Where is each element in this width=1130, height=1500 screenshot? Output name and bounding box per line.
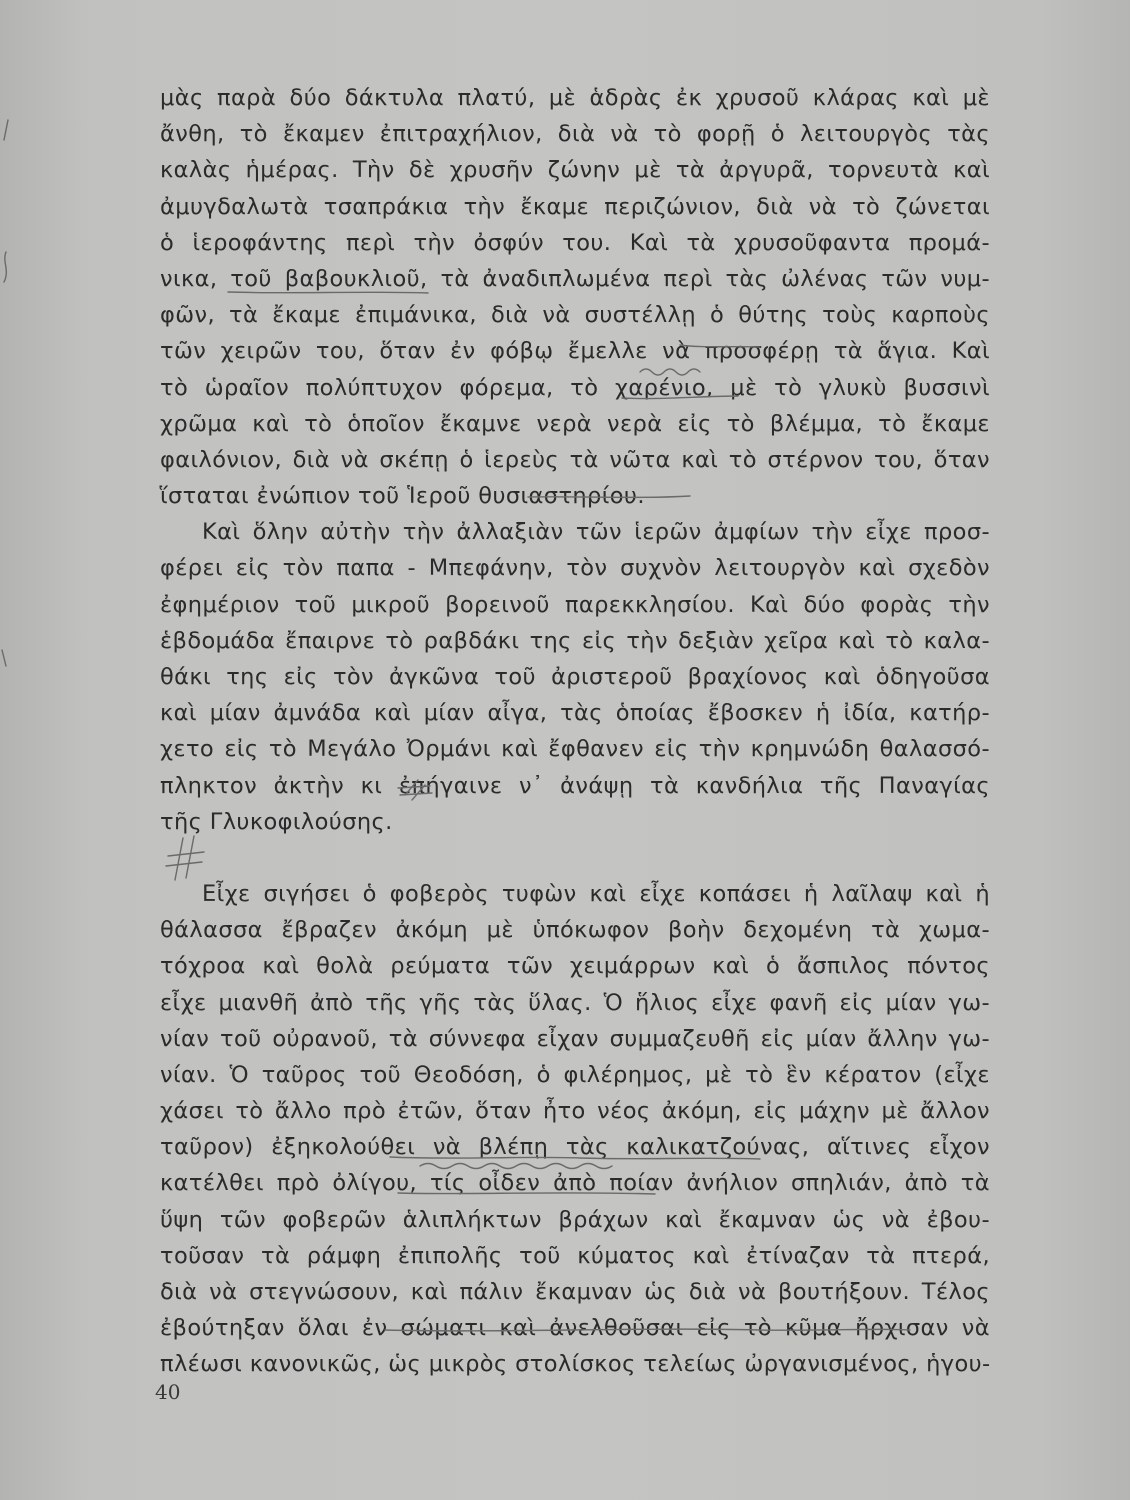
text-line: νίαν. Ὁ ταῦρος τοῦ Θεοδόση, ὁ φιλέρημος, μὲ τὸ ἓν κέρατον (εἶχε [160,1061,990,1088]
text-line: φαιλόνιον, διὰ νὰ σκέπῃ ὁ ἱερεὺς τὰ νῶτα καὶ τὸ στέρνον του, ὅταν [160,446,990,473]
text-line: ἐβούτηξαν ὅλαι ἐν σώματι καὶ ἀνελθοῦσαι εἰς τὸ κῦμα ἤρχισαν νὰ [160,1315,990,1342]
text-line: πληκτον ἀκτὴν κι ἐπήγαινε ν᾽ ἀνάψῃ τὰ κανδήλια τῆς Παναγίας [160,772,990,799]
text-line: καὶ μίαν ἀμνάδα καὶ μίαν αἶγα, τὰς ὁποίας ἔβοσκεν ἡ ἰδία, κατήρ- [160,700,990,727]
text-line: φῶν, τὰ ἔκαμε ἐπιμάνικα, διὰ νὰ συστέλλῃ ὁ θύτης τοὺς καρποὺς [160,302,990,329]
text-line: χρῶμα καὶ τὸ ὁποῖον ἔκαμνε νερὰ νερὰ εἰς τὸ βλέμμα, τὸ ἔκαμε [160,410,990,437]
text-line: Εἶχε σιγήσει ὁ φοβερὸς τυφὼν καὶ εἶχε κοπάσει ἡ λαῖλαψ καὶ ἡ [202,880,990,907]
text-line: τόχροα καὶ θολὰ ρεύματα τῶν χειμάρρων καὶ ὁ ἄσπιλος πόντος [160,953,990,980]
margin-mark [2,650,6,666]
paragraph-3 [160,876,990,1383]
text-line: τῆς Γλυκοφιλούσης. [160,808,393,835]
text-line: ἵσταται ἐνώπιον τοῦ Ἱεροῦ θυσιαστηρίου. [160,483,645,510]
text-line: φέρει εἰς τὸν παπα - Μπεφάνην, τὸν συχνὸν λειτουργὸν καὶ σχεδὸν [160,555,990,582]
text-line: καλὰς ἡμέρας. Τὴν δὲ χρυσῆν ζώνην μὲ τὰ ἀργυρᾶ, τορνευτὰ καὶ [160,157,990,184]
margin-mark [4,252,6,282]
margin-mark [4,120,8,140]
text-line: ἄνθη, τὸ ἔκαμεν ἐπιτραχήλιον, διὰ νὰ τὸ φορῇ ὁ λειτουργὸς τὰς [160,121,990,148]
text-line: χετο εἰς τὸ Μεγάλο Ὀρμάνι καὶ ἔφθανεν εἰς τὴν κρημνώδη θαλασσό- [160,736,990,763]
text-line: τοῦσαν τὰ ράμφη ἐπιπολῆς τοῦ κύματος καὶ ἐτίναζαν τὰ πτερά, [160,1242,990,1269]
text-line: ὕψη τῶν φοβερῶν ἁλιπλήκτων βράχων καὶ ἔκαμναν ὡς νὰ ἐβου- [160,1206,990,1233]
text-line: μὰς παρὰ δύο δάκτυλα πλατύ, μὲ ἁδρὰς ἐκ χρυσοῦ κλάρας καὶ μὲ [160,85,990,111]
section-gap [160,840,990,876]
paragraph-2 [160,514,990,840]
text-line: εἶχε μιανθῆ ἀπὸ τῆς γῆς τὰς ὕλας. Ὁ ἥλιος εἶχε φανῆ εἰς μίαν γω- [160,989,990,1016]
text-line: τῶν χειρῶν του, ὅταν ἐν φόβῳ ἔμελλε νὰ προσφέρῃ τὰ ἅγια. Καὶ [160,338,990,365]
body-text [160,80,990,1383]
text-line: κατέλθει πρὸ ὀλίγου, τίς οἶδεν ἀπὸ ποίαν ἀνήλιον σπηλιάν, ἀπὸ τὰ [160,1170,990,1197]
page-number: 40 [155,1380,181,1404]
text-line: τὸ ὡραῖον πολύπτυχον φόρεμα, τὸ χαρένιο, μὲ τὸ γλυκὺ βυσσινὶ [160,374,990,401]
text-line: διὰ νὰ στεγνώσουν, καὶ πάλιν ἔκαμναν ὡς διὰ νὰ βουτήξουν. Τέλος [160,1279,990,1305]
paragraph-1 [160,80,990,514]
text-line: νίαν τοῦ οὐρανοῦ, τὰ σύννεφα εἶχαν συμμαζευθῆ εἰς μίαν ἄλλην γω- [160,1025,990,1052]
text-line: ἑβδομάδα ἔπαιρνε τὸ ραβδάκι της εἰς τὴν δεξιὰν χεῖρα καὶ τὸ καλα- [160,627,990,654]
text-line: πλέωσι κανονικῶς, ὡς μικρὸς στολίσκος τελείως ὠργανισμένος, ἡγου- [160,1351,991,1378]
text-line: θάκι της εἰς τὸν ἀγκῶνα τοῦ ἀριστεροῦ βραχίονος καὶ ὁδηγοῦσα [160,664,990,690]
text-line: ἐφημέριον τοῦ μικροῦ βορεινοῦ παρεκκλησίου. Καὶ δύο φορὰς τὴν [160,591,990,618]
text-line: ἀμυγδαλωτὰ τσαπράκια τὴν ἔκαμε περιζώνιον, διὰ νὰ τὸ ζώνεται [160,193,990,220]
text-line: ταῦρον) ἐξηκολούθει νὰ βλέπῃ τὰς καλικατζούνας, αἵτινες εἶχον [160,1134,990,1161]
text-line: Καὶ ὅλην αὐτὴν τὴν ἀλλαξιὰν τῶν ἱερῶν ἀμφίων τὴν εἶχε προσ- [202,519,990,546]
text-line: χάσει τὸ ἄλλο πρὸ ἐτῶν, ὅταν ἦτο νέος ἀκόμη, εἰς μάχην μὲ ἄλλον [160,1098,990,1125]
text-line: ὁ ἱεροφάντης περὶ τὴν ὀσφύν του. Καὶ τὰ χρυσοῦφαντα προμά- [160,229,990,256]
text-line: θάλασσα ἔβραζεν ἀκόμη μὲ ὑπόκωφον βοὴν δεχομένη τὰ χωμα- [160,917,990,944]
text-line: νικα, τοῦ βαβουκλιοῦ, τὰ ἀναδιπλωμένα περὶ τὰς ὠλένας τῶν νυμ- [160,265,990,292]
